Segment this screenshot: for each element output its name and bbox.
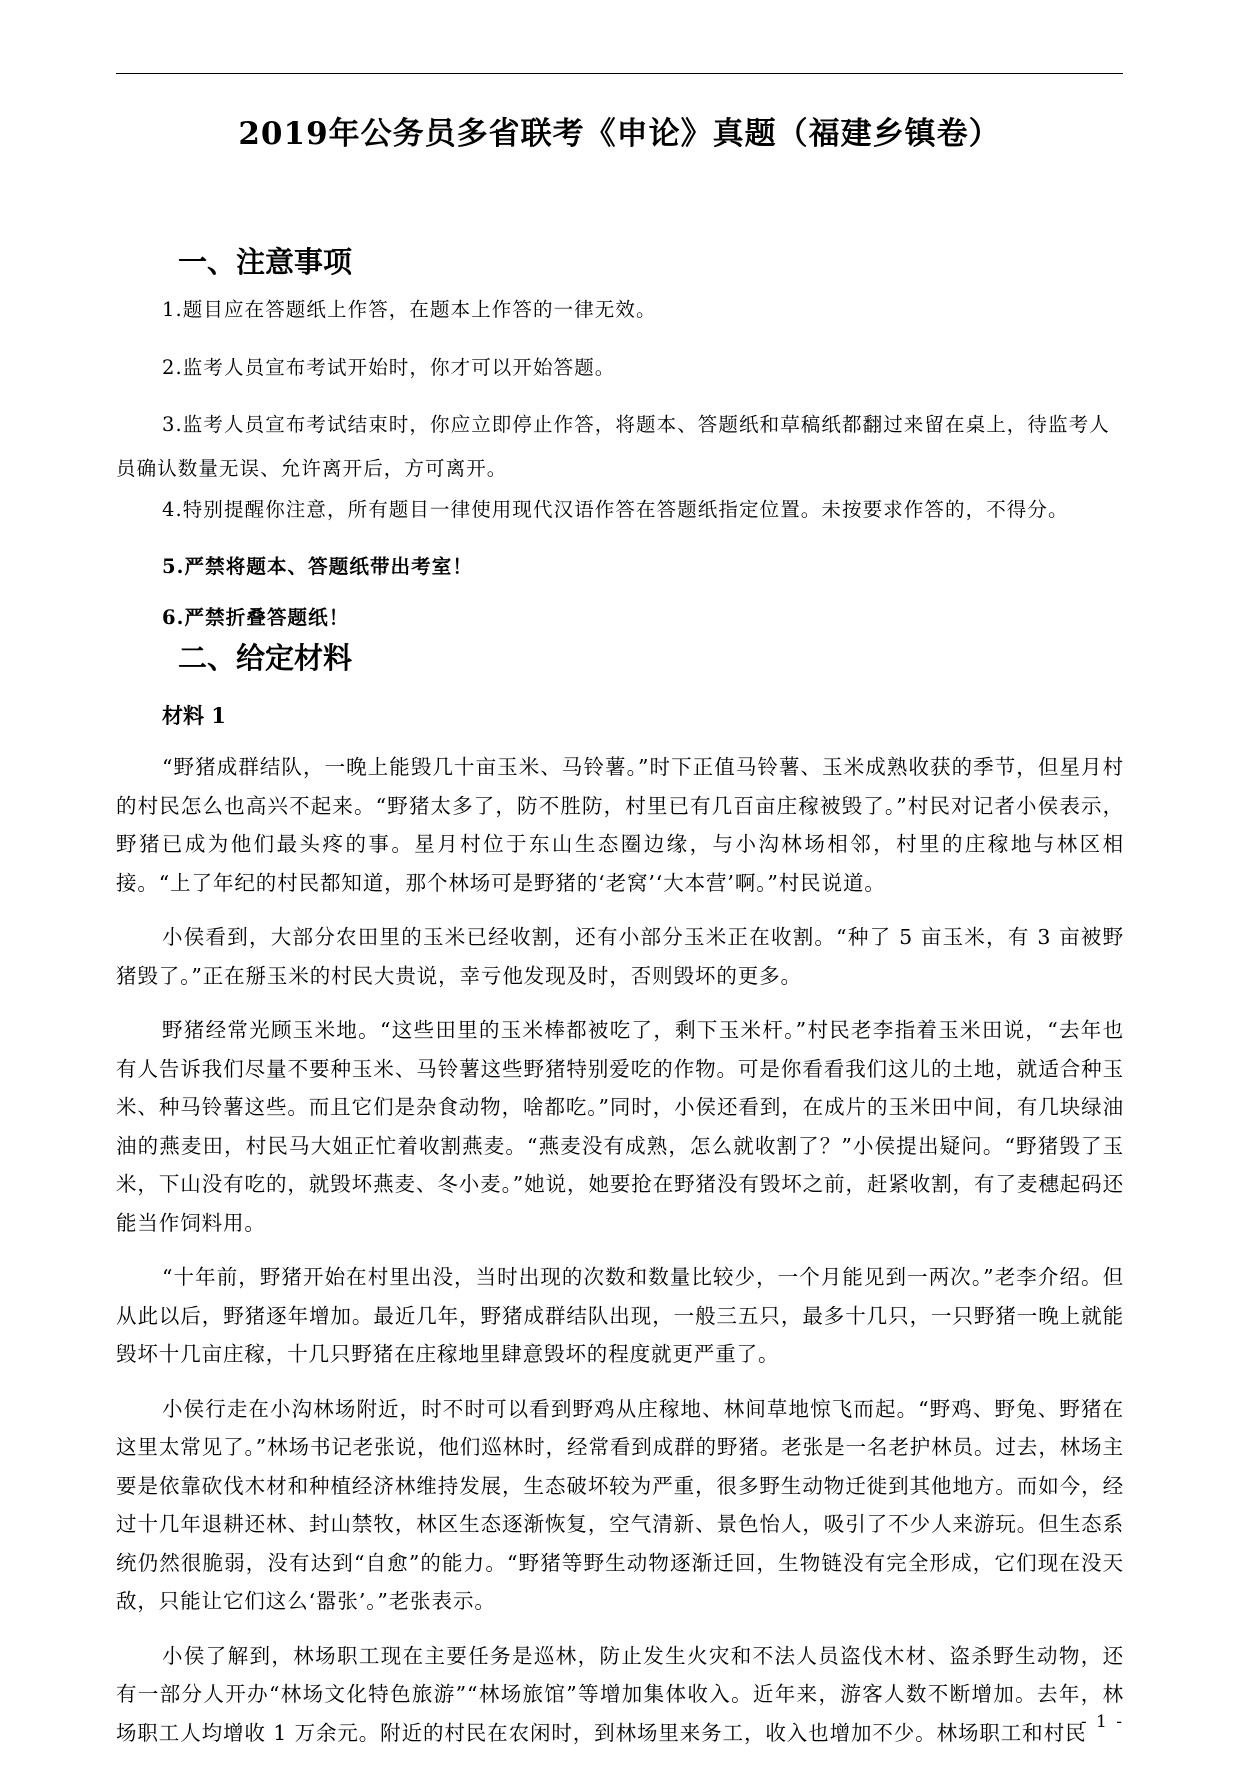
notice-item-1: 1.题目应在答题纸上作答，在题本上作答的一律无效。 <box>162 298 657 321</box>
page-number: - 1 - <box>1080 1712 1124 1732</box>
page-title: 2019年公务员多省联考《申论》真题（福建乡镇卷） <box>238 116 1001 152</box>
notice-item-3: 3.监考人员宣布考试结束时，你应立即停止作答，将题本、答题纸和草稿纸都翻过来留在桌上，待监考人员确认数量无误、允许离开后，方可离开。 <box>116 413 1110 480</box>
material-paragraph: 小侯行走在小沟林场附近，时不时可以看到野鸡从庄稼地、林间草地惊飞而起。“野鸡、野兔、野猪在这里太常见了。”林场书记老张说，他们巡林时，经常看到成群的野猪。老张是一名老护林员。过去，林场主要是依靠砍伐木材和种植经济林维持发展，生态破坏较为严重，很多野生动物迁徙到其他地方。而如今，经过十几年退耕还林、封山禁牧，林区生态逐渐恢复，空气清新、景色怡人，吸引了不少人来游玩。但生态系统仍然很脆弱，没有达到“自愈”的能力。“野猪等野生动物逐渐迁回，生物链没有完全形成，它们现在没天敌，只能让它们这么‘嚣张’。”老张表示。 <box>116 1396 1124 1613</box>
material-paragraph: “野猪成群结队，一晚上能毁几十亩玉米、马铃薯。”时下正值马铃薯、玉米成熟收获的季节，但星月村的村民怎么也高兴不起来。“野猪太多了，防不胜防，村里已有几百亩庄稼被毁了。”村民对记者小侯表示，野猪已成为他们最头疼的事。星月村位于东山生态圈边缘，与小沟林场相邻，村里的庄稼地与林区相接。“上了年纪的村民都知道，那个林场可是野猪的‘老窝’‘大本营’啊。”村民说道。 <box>116 755 1124 895</box>
notice-item-5: 5.严禁将题本、答题纸带出考室！ <box>162 555 473 578</box>
notice-heading: 一、注意事项 <box>178 245 353 279</box>
material-paragraph: 野猪经常光顾玉米地。“这些田里的玉米棒都被吃了，剩下玉米杆。”村民老李指着玉米田说，“去年也有人告诉我们尽量不要种玉米、马铃薯这些野猪特别爱吃的作物。可是你看看我们这儿的土地，就适合种玉米、种马铃薯这些。而且它们是杂食动物，啥都吃。”同时，小侯还看到，在成片的玉米田中间，有几块绿油油的燕麦田，村民马大姐正忙着收割燕麦。“燕麦没有成熟，怎么就收割了？”小侯提出疑问。“野猪毁了玉米，下山没有吃的，就毁坏燕麦、冬小麦。”她说，她要抢在野猪没有毁坏之前，赶紧收割，有了麦穗起码还能当作饲料用。 <box>116 1018 1124 1235</box>
materials-heading: 二、给定材料 <box>178 641 353 675</box>
notice-item-6: 6.严禁折叠答题纸！ <box>162 606 350 629</box>
material-1-body <box>116 748 1124 1768</box>
material-1-label: 材料 1 <box>162 703 226 728</box>
notice-item-4: 4.特别提醒你注意，所有题目一律使用现代汉语作答在答题纸指定位置。未按要求作答的，不得分。 <box>162 498 1069 521</box>
material-paragraph: “十年前，野猪开始在村里出没，当时出现的次数和数量比较少，一个月能见到一两次。”老李介绍。但从此以后，野猪逐年增加。最近几年，野猪成群结队出现，一般三五只，最多十几只，一只野猪一晚上就能毁坏十几亩庄稼，十几只野猪在庄稼地里肆意毁坏的程度就更严重了。 <box>116 1265 1124 1366</box>
material-paragraph: 小侯看到，大部分农田里的玉米已经收割，还有小部分玉米正在收割。“种了 5 亩玉米，有 3 亩被野猪毁了。”正在掰玉米的村民大贵说，幸亏他发现及时，否则毁坏的更多。 <box>116 925 1124 988</box>
notice-item-2: 2.监考人员宣布考试开始时，你才可以开始答题。 <box>162 356 616 379</box>
header-rule <box>116 73 1123 74</box>
material-paragraph: 小侯了解到，林场职工现在主要任务是巡林，防止发生火灾和不法人员盗伐木材、盗杀野生动物，还有一部分人开办“林场文化特色旅游”“林场旅馆”等增加集体收入。近年来，游客人数不断增加。去年，林场职工人均增收 1 万余元。附近的村民在农闲时，到林场里来务工，收入也增加不少。林场职工和村民 <box>116 1643 1124 1745</box>
